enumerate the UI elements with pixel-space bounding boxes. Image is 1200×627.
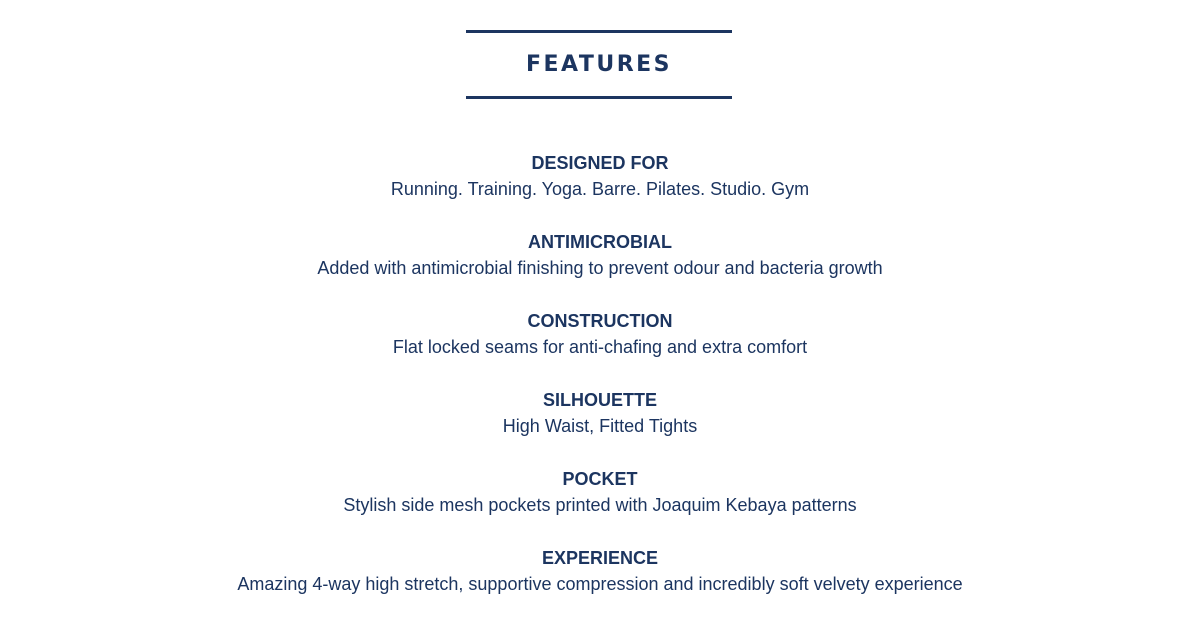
feature-description: High Waist, Fitted Tights — [502, 416, 698, 436]
feature-construction — [0, 308, 1200, 387]
feature-heading: EXPERIENCE — [541, 548, 659, 568]
features-header — [466, 30, 732, 99]
feature-silhouette — [0, 387, 1200, 466]
feature-description: Amazing 4-way high stretch, supportive compression and incredibly soft velvety experience — [237, 574, 963, 594]
feature-heading: DESIGNED FOR — [531, 153, 669, 173]
feature-description: Added with antimicrobial finishing to prevent odour and bacteria growth — [317, 258, 883, 278]
feature-heading: SILHOUETTE — [542, 390, 657, 410]
features-title: FEATURES — [525, 52, 673, 77]
feature-antimicrobial — [0, 229, 1200, 308]
feature-description: Stylish side mesh pockets printed with Joaquim Kebaya patterns — [343, 495, 857, 515]
feature-heading: CONSTRUCTION — [527, 311, 673, 331]
feature-designed-for — [0, 150, 1200, 229]
feature-experience — [0, 545, 1200, 624]
feature-heading: POCKET — [562, 469, 638, 489]
feature-description: Running. Training. Yoga. Barre. Pilates. Studio. Gym — [390, 179, 810, 199]
feature-pocket — [0, 466, 1200, 545]
features-list — [0, 150, 1200, 624]
feature-description: Flat locked seams for anti-chafing and extra comfort — [392, 337, 808, 357]
feature-heading: ANTIMICROBIAL — [528, 232, 672, 252]
